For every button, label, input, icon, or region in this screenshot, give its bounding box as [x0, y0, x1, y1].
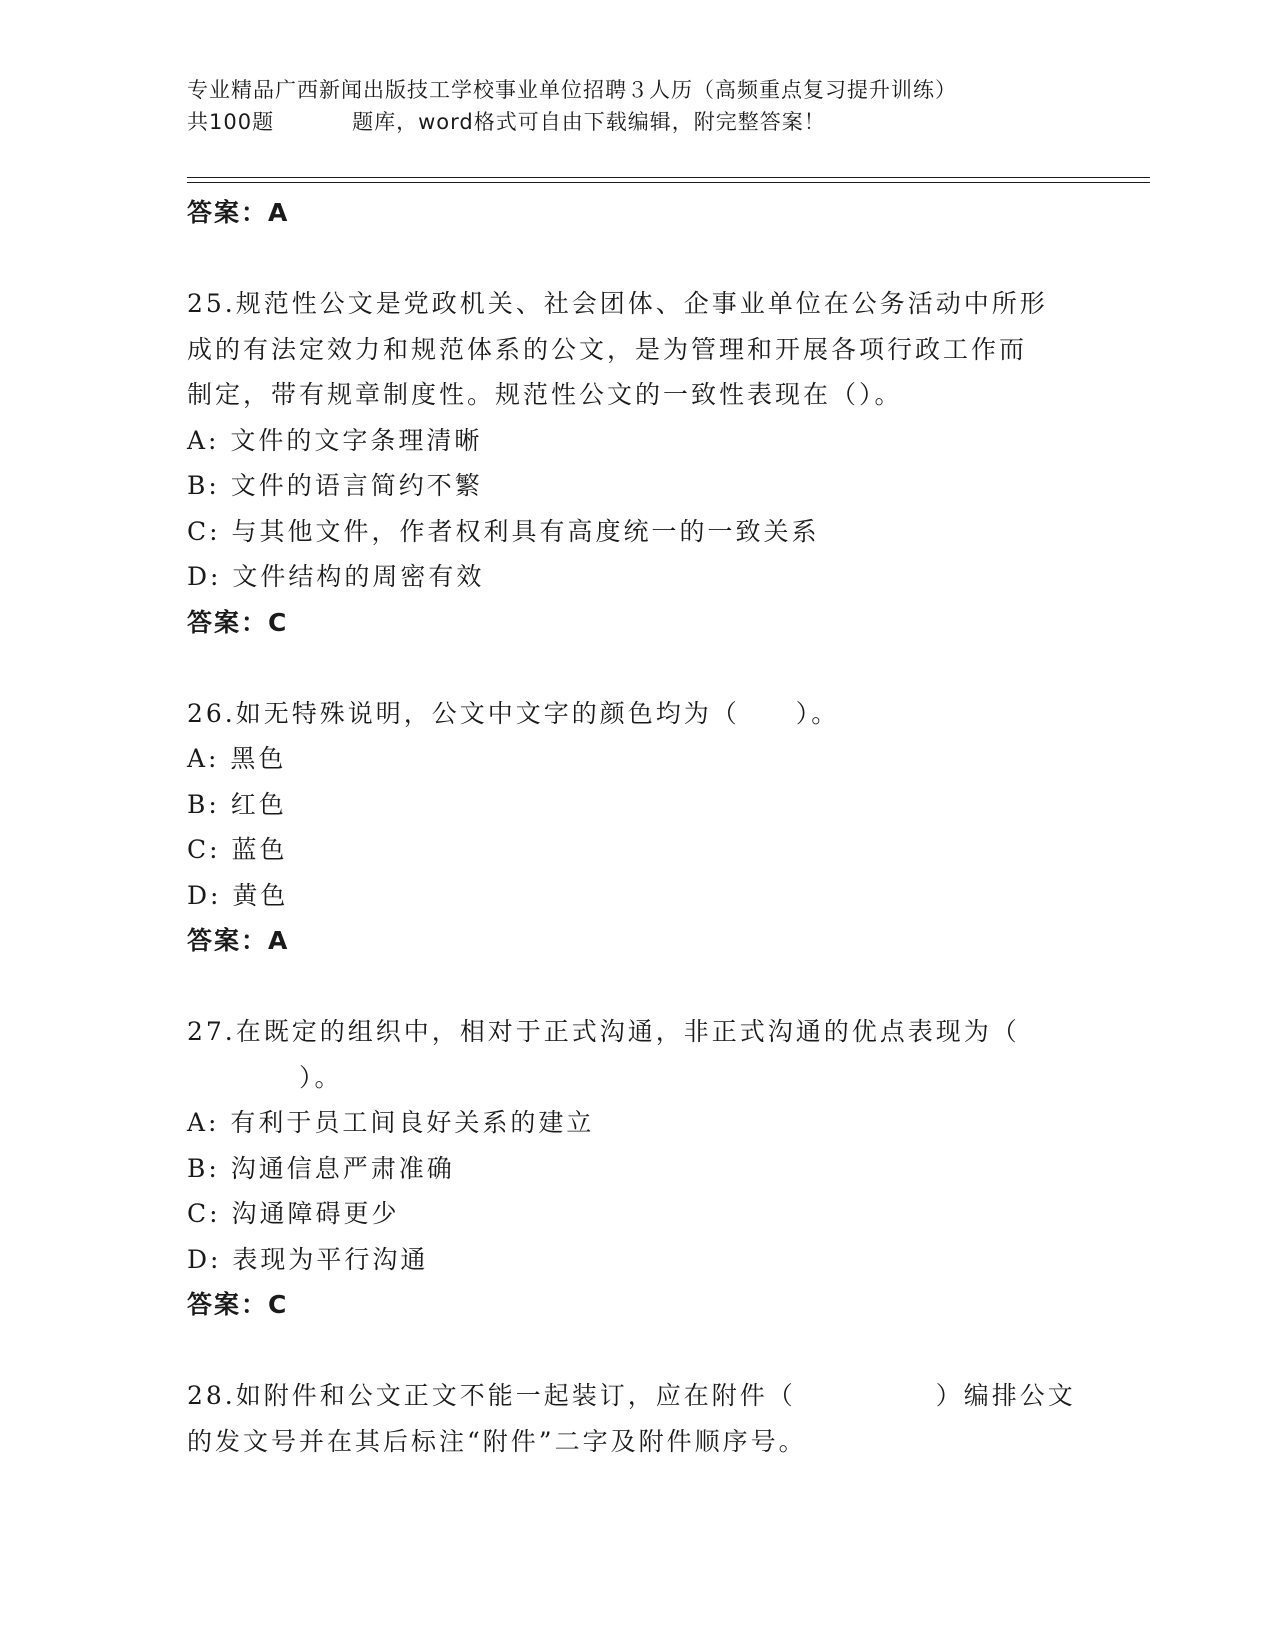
answer-line: 答案：C: [187, 1290, 289, 1319]
question-text-line: 的发文号并在其后标注“附件”二字及附件顺序号。: [187, 1426, 807, 1456]
option-b: B: 沟通信息严肃准确: [187, 1153, 455, 1183]
answer-line: 答案：A: [187, 198, 290, 227]
option-a: A: 黑色: [187, 744, 287, 773]
question-text-line: 26.如无特殊说明，公文中文字的颜色均为（ ）。: [187, 698, 840, 728]
answer-line: 答案：A: [187, 926, 290, 955]
question-text-line: 27.在既定的组织中，相对于正式沟通，非正式沟通的优点表现为（: [187, 1017, 1020, 1046]
option-d: D: 文件结构的周密有效: [187, 562, 485, 591]
question-spacer: [187, 236, 1087, 282]
option-b: B: 文件的语言简约不繁: [187, 471, 483, 500]
option-c: C: 与其他文件，作者权利具有高度统一的一致关系: [187, 516, 820, 546]
page-header: [187, 74, 1097, 138]
option-c: C: 蓝色: [187, 835, 288, 864]
header-divider-bottom: [187, 182, 1150, 183]
question-list: [187, 190, 1087, 1464]
question-spacer: [187, 964, 1087, 1010]
question-spacer: [187, 1328, 1087, 1374]
option-b: B: 红色: [187, 789, 287, 819]
question-block: [187, 691, 1087, 964]
question-block: [187, 1009, 1087, 1328]
header-title-line1: 专业精品广西新闻出版技工学校事业单位招聘３人历（高频重点复习提升训练）: [187, 78, 957, 102]
question-spacer: [187, 645, 1087, 691]
option-c: C: 沟通障碍更少: [187, 1199, 400, 1228]
question-text-line: 制定，带有规章制度性。规范性公文的一致性表现在（）。: [187, 380, 903, 409]
question-text-line: 成的有法定效力和规范体系的公文，是为管理和开展各项行政工作而: [187, 334, 1028, 364]
question-text-line: ）。: [187, 1062, 343, 1092]
option-a: A: 文件的文字条理清晰: [187, 425, 483, 455]
option-a: A: 有利于员工间良好关系的建立: [187, 1108, 595, 1137]
answer-line: 答案：C: [187, 607, 289, 637]
question-text-line: 28.如附件和公文正文不能一起装订，应在附件（ ）编排公文: [187, 1381, 1076, 1410]
header-title-line2: [187, 106, 1097, 138]
header-divider-top: [187, 177, 1150, 178]
option-d: D: 表现为平行沟通: [187, 1244, 429, 1274]
question-block: [187, 281, 1087, 645]
header-description: 题库，word格式可自由下载编辑，附完整答案！: [352, 110, 826, 134]
question-text-line: 25.规范性公文是党政机关、社会团体、企事业单位在公务活动中所形: [187, 289, 1048, 318]
question-block: [187, 1373, 1087, 1464]
option-d: D: 黄色: [187, 880, 289, 910]
header-question-count: 共100题: [187, 110, 275, 134]
